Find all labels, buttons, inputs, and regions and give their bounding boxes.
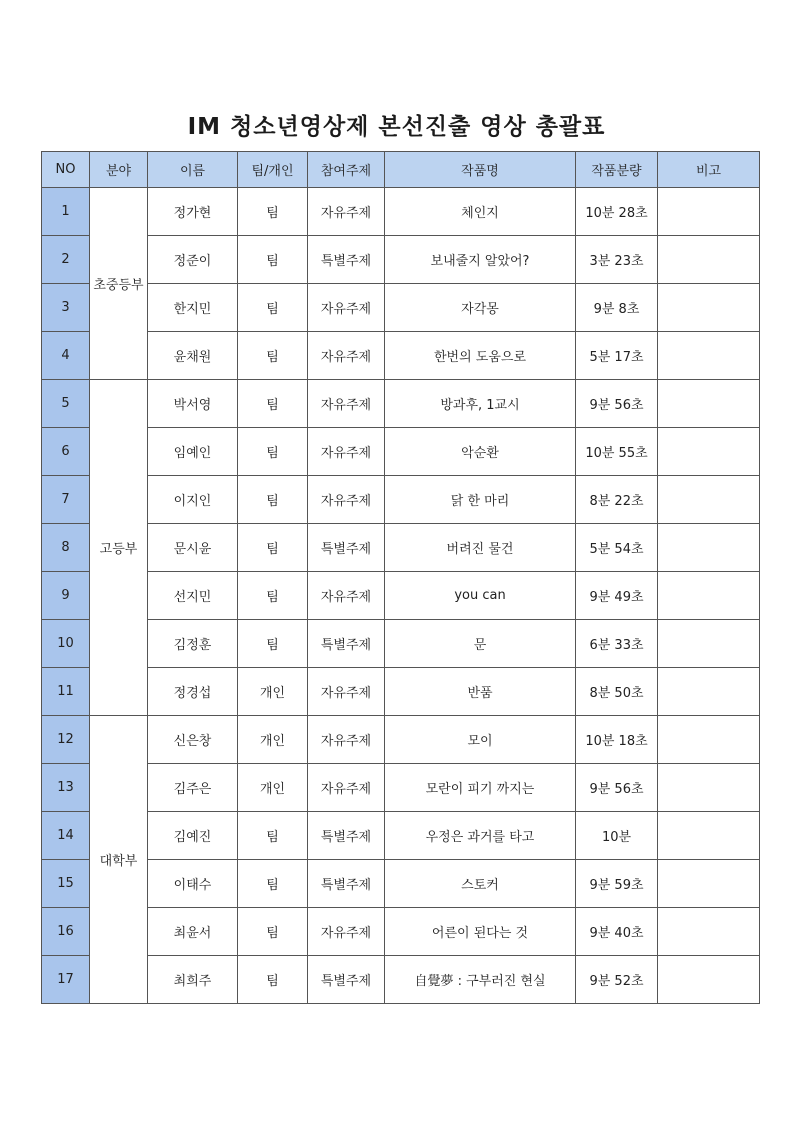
note-cell bbox=[658, 764, 760, 812]
work-title-cell: 모이 bbox=[385, 716, 576, 764]
note-cell bbox=[658, 332, 760, 380]
name-cell: 이태수 bbox=[148, 860, 238, 908]
table-row bbox=[42, 284, 760, 332]
type-cell: 팀 bbox=[238, 572, 308, 620]
work-title-cell: 반품 bbox=[385, 668, 576, 716]
note-cell bbox=[658, 188, 760, 236]
theme-cell: 자유주제 bbox=[308, 188, 385, 236]
name-cell: 정가현 bbox=[148, 188, 238, 236]
work-title-cell: you can bbox=[385, 572, 576, 620]
row-number-cell: 6 bbox=[42, 428, 90, 476]
table-row bbox=[42, 620, 760, 668]
summary-table bbox=[41, 151, 760, 1004]
row-number-cell: 11 bbox=[42, 668, 90, 716]
work-title-cell: 어른이 된다는 것 bbox=[385, 908, 576, 956]
duration-cell: 10분 bbox=[576, 812, 658, 860]
col-header-theme: 참여주제 bbox=[308, 152, 385, 188]
work-title-cell: 自覺夢 : 구부러진 현실 bbox=[385, 956, 576, 1004]
name-cell: 신은창 bbox=[148, 716, 238, 764]
theme-cell: 특별주제 bbox=[308, 236, 385, 284]
table-row bbox=[42, 476, 760, 524]
row-number-cell: 13 bbox=[42, 764, 90, 812]
duration-cell: 9분 8초 bbox=[576, 284, 658, 332]
table-row bbox=[42, 908, 760, 956]
theme-cell: 자유주제 bbox=[308, 572, 385, 620]
theme-cell: 특별주제 bbox=[308, 956, 385, 1004]
theme-cell: 자유주제 bbox=[308, 332, 385, 380]
name-cell: 최윤서 bbox=[148, 908, 238, 956]
theme-cell: 자유주제 bbox=[308, 908, 385, 956]
row-number-cell: 5 bbox=[42, 380, 90, 428]
row-number-cell: 17 bbox=[42, 956, 90, 1004]
type-cell: 팀 bbox=[238, 860, 308, 908]
type-cell: 개인 bbox=[238, 764, 308, 812]
col-header-duration: 작품분량 bbox=[576, 152, 658, 188]
type-cell: 팀 bbox=[238, 956, 308, 1004]
note-cell bbox=[658, 860, 760, 908]
col-header-note: 비고 bbox=[658, 152, 760, 188]
work-title-cell: 닭 한 마리 bbox=[385, 476, 576, 524]
duration-cell: 5분 54초 bbox=[576, 524, 658, 572]
note-cell bbox=[658, 716, 760, 764]
duration-cell: 10분 18초 bbox=[576, 716, 658, 764]
work-title-cell: 악순환 bbox=[385, 428, 576, 476]
type-cell: 팀 bbox=[238, 332, 308, 380]
row-number-cell: 7 bbox=[42, 476, 90, 524]
duration-cell: 8분 50초 bbox=[576, 668, 658, 716]
type-cell: 개인 bbox=[238, 668, 308, 716]
name-cell: 김예진 bbox=[148, 812, 238, 860]
duration-cell: 9분 56초 bbox=[576, 764, 658, 812]
work-title-cell: 한번의 도움으로 bbox=[385, 332, 576, 380]
type-cell: 팀 bbox=[238, 812, 308, 860]
type-cell: 팀 bbox=[238, 620, 308, 668]
duration-cell: 6분 33초 bbox=[576, 620, 658, 668]
name-cell: 임예인 bbox=[148, 428, 238, 476]
note-cell bbox=[658, 380, 760, 428]
type-cell: 팀 bbox=[238, 428, 308, 476]
note-cell bbox=[658, 284, 760, 332]
duration-cell: 9분 49초 bbox=[576, 572, 658, 620]
work-title-cell: 스토커 bbox=[385, 860, 576, 908]
table-body bbox=[42, 188, 760, 1004]
row-number-cell: 8 bbox=[42, 524, 90, 572]
name-cell: 윤채원 bbox=[148, 332, 238, 380]
duration-cell: 8분 22초 bbox=[576, 476, 658, 524]
table-row bbox=[42, 524, 760, 572]
col-header-type: 팀/개인 bbox=[238, 152, 308, 188]
table-row bbox=[42, 668, 760, 716]
table-row bbox=[42, 188, 760, 236]
category-cell: 초중등부 bbox=[90, 188, 148, 380]
table-row bbox=[42, 764, 760, 812]
table-row bbox=[42, 572, 760, 620]
work-title-cell: 보내줄지 알았어? bbox=[385, 236, 576, 284]
table-row bbox=[42, 860, 760, 908]
note-cell bbox=[658, 572, 760, 620]
type-cell: 팀 bbox=[238, 236, 308, 284]
theme-cell: 특별주제 bbox=[308, 860, 385, 908]
theme-cell: 자유주제 bbox=[308, 380, 385, 428]
name-cell: 김주은 bbox=[148, 764, 238, 812]
theme-cell: 자유주제 bbox=[308, 284, 385, 332]
note-cell bbox=[658, 668, 760, 716]
table-row bbox=[42, 380, 760, 428]
name-cell: 선지민 bbox=[148, 572, 238, 620]
row-number-cell: 14 bbox=[42, 812, 90, 860]
table-row bbox=[42, 812, 760, 860]
row-number-cell: 15 bbox=[42, 860, 90, 908]
theme-cell: 자유주제 bbox=[308, 428, 385, 476]
table-row bbox=[42, 956, 760, 1004]
type-cell: 팀 bbox=[238, 476, 308, 524]
category-cell: 대학부 bbox=[90, 716, 148, 1004]
type-cell: 팀 bbox=[238, 908, 308, 956]
type-cell: 팀 bbox=[238, 188, 308, 236]
type-cell: 팀 bbox=[238, 380, 308, 428]
note-cell bbox=[658, 236, 760, 284]
theme-cell: 자유주제 bbox=[308, 716, 385, 764]
name-cell: 정경섭 bbox=[148, 668, 238, 716]
work-title-cell: 자각몽 bbox=[385, 284, 576, 332]
document-title: IM 청소년영상제 본선진출 영상 총괄표 bbox=[187, 114, 606, 140]
name-cell: 문시윤 bbox=[148, 524, 238, 572]
work-title-cell: 체인지 bbox=[385, 188, 576, 236]
col-header-category: 분야 bbox=[90, 152, 148, 188]
work-title-cell: 우정은 과거를 타고 bbox=[385, 812, 576, 860]
work-title-cell: 버려진 물건 bbox=[385, 524, 576, 572]
row-number-cell: 1 bbox=[42, 188, 90, 236]
note-cell bbox=[658, 812, 760, 860]
duration-cell: 9분 56초 bbox=[576, 380, 658, 428]
note-cell bbox=[658, 956, 760, 1004]
duration-cell: 10분 55초 bbox=[576, 428, 658, 476]
note-cell bbox=[658, 428, 760, 476]
type-cell: 팀 bbox=[238, 524, 308, 572]
duration-cell: 9분 52초 bbox=[576, 956, 658, 1004]
name-cell: 김정훈 bbox=[148, 620, 238, 668]
work-title-cell: 방과후, 1교시 bbox=[385, 380, 576, 428]
type-cell: 개인 bbox=[238, 716, 308, 764]
duration-cell: 9분 59초 bbox=[576, 860, 658, 908]
type-cell: 팀 bbox=[238, 284, 308, 332]
row-number-cell: 2 bbox=[42, 236, 90, 284]
duration-cell: 3분 23초 bbox=[576, 236, 658, 284]
row-number-cell: 10 bbox=[42, 620, 90, 668]
col-header-no: NO bbox=[42, 152, 90, 188]
row-number-cell: 4 bbox=[42, 332, 90, 380]
note-cell bbox=[658, 908, 760, 956]
table-row bbox=[42, 716, 760, 764]
duration-cell: 5분 17초 bbox=[576, 332, 658, 380]
note-cell bbox=[658, 524, 760, 572]
theme-cell: 특별주제 bbox=[308, 524, 385, 572]
row-number-cell: 16 bbox=[42, 908, 90, 956]
category-cell: 고등부 bbox=[90, 380, 148, 716]
work-title-cell: 모란이 피기 까지는 bbox=[385, 764, 576, 812]
header-row bbox=[42, 152, 760, 188]
col-header-name: 이름 bbox=[148, 152, 238, 188]
name-cell: 한지민 bbox=[148, 284, 238, 332]
theme-cell: 특별주제 bbox=[308, 620, 385, 668]
table-row bbox=[42, 236, 760, 284]
note-cell bbox=[658, 620, 760, 668]
name-cell: 이지인 bbox=[148, 476, 238, 524]
row-number-cell: 9 bbox=[42, 572, 90, 620]
name-cell: 최희주 bbox=[148, 956, 238, 1004]
duration-cell: 9분 40초 bbox=[576, 908, 658, 956]
name-cell: 정준이 bbox=[148, 236, 238, 284]
row-number-cell: 12 bbox=[42, 716, 90, 764]
theme-cell: 자유주제 bbox=[308, 764, 385, 812]
name-cell: 박서영 bbox=[148, 380, 238, 428]
row-number-cell: 3 bbox=[42, 284, 90, 332]
work-title-cell: 문 bbox=[385, 620, 576, 668]
duration-cell: 10분 28초 bbox=[576, 188, 658, 236]
note-cell bbox=[658, 476, 760, 524]
table-row bbox=[42, 332, 760, 380]
table-row bbox=[42, 428, 760, 476]
theme-cell: 특별주제 bbox=[308, 812, 385, 860]
col-header-work: 작품명 bbox=[385, 152, 576, 188]
theme-cell: 자유주제 bbox=[308, 668, 385, 716]
theme-cell: 자유주제 bbox=[308, 476, 385, 524]
